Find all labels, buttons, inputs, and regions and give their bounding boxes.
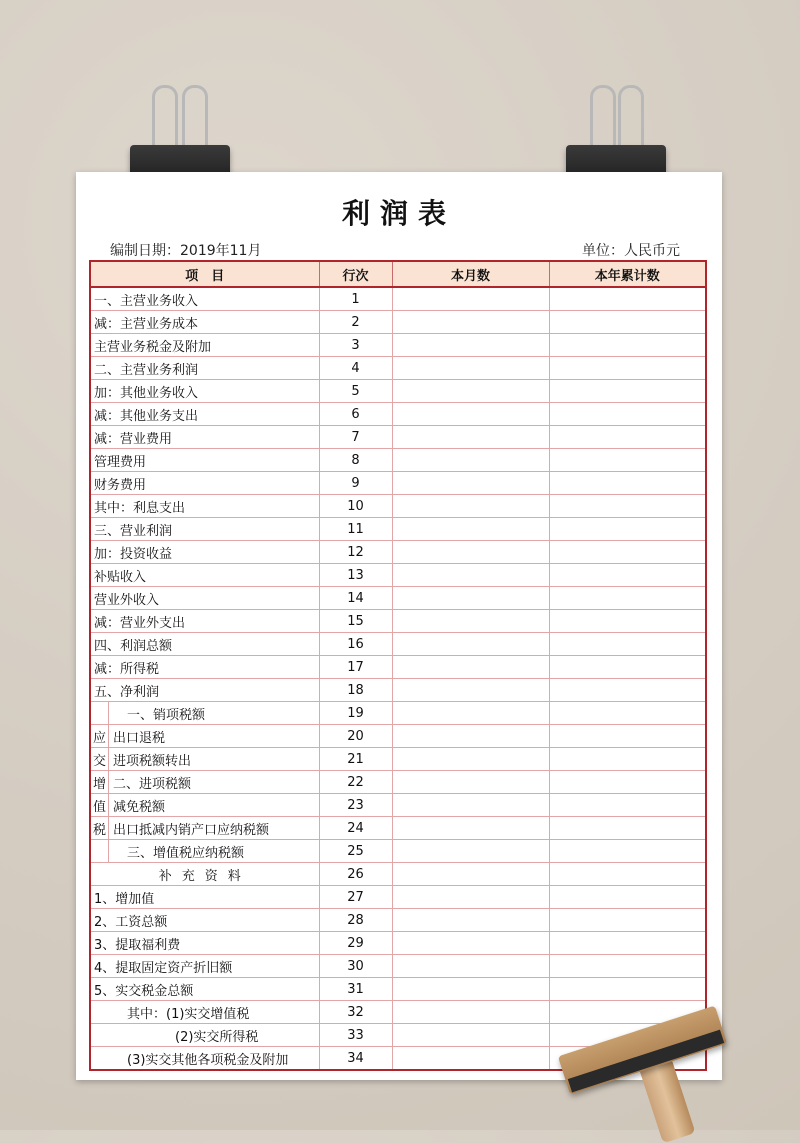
month-value-cell[interactable]: [392, 771, 549, 794]
ytd-value-cell[interactable]: [549, 978, 706, 1001]
row-item: 5、实交税金总额: [90, 978, 319, 1001]
row-item: 加：其他业务收入: [90, 380, 319, 403]
table-row: [90, 725, 706, 748]
table-row: [90, 495, 706, 518]
row-item: 减：营业费用: [90, 426, 319, 449]
ytd-value-cell[interactable]: [549, 311, 706, 334]
vat-item-label: 二、进项税额: [113, 776, 192, 792]
header-ytd: 本年累计数: [549, 261, 706, 287]
income-statement-table: [89, 260, 707, 1071]
ytd-value-cell[interactable]: [549, 495, 706, 518]
row-item: 补充资料: [90, 863, 319, 886]
ytd-value-cell[interactable]: [549, 334, 706, 357]
row-line: 20: [319, 725, 392, 748]
row-item: [90, 702, 319, 725]
row-item: [90, 794, 319, 817]
row-item: 财务费用: [90, 472, 319, 495]
row-line: 14: [319, 587, 392, 610]
table-row: [90, 817, 706, 840]
ytd-value-cell[interactable]: [549, 357, 706, 380]
ytd-value-cell[interactable]: [549, 449, 706, 472]
month-value-cell[interactable]: [392, 886, 549, 909]
row-item: 其中：利息支出: [90, 495, 319, 518]
vat-side-label: [91, 702, 109, 724]
row-line: 15: [319, 610, 392, 633]
ytd-value-cell[interactable]: [549, 287, 706, 311]
month-value-cell[interactable]: [392, 564, 549, 587]
row-line: 29: [319, 932, 392, 955]
month-value-cell[interactable]: [392, 403, 549, 426]
month-value-cell[interactable]: [392, 518, 549, 541]
month-value-cell[interactable]: [392, 863, 549, 886]
ytd-value-cell[interactable]: [549, 886, 706, 909]
row-item: 主营业务税金及附加: [90, 334, 319, 357]
ytd-value-cell[interactable]: [549, 426, 706, 449]
row-line: 22: [319, 771, 392, 794]
ytd-value-cell[interactable]: [549, 380, 706, 403]
table-row: [90, 863, 706, 886]
table-row: [90, 541, 706, 564]
vat-side-label: 增: [91, 771, 109, 793]
row-item: 减：所得税: [90, 656, 319, 679]
ytd-value-cell[interactable]: [549, 587, 706, 610]
month-value-cell[interactable]: [392, 541, 549, 564]
vat-side-label: 应: [91, 725, 109, 747]
month-value-cell[interactable]: [392, 932, 549, 955]
ytd-value-cell[interactable]: [549, 518, 706, 541]
row-line: 4: [319, 357, 392, 380]
row-item: 减：其他业务支出: [90, 403, 319, 426]
vat-side-label: 税: [91, 817, 109, 839]
table-row: [90, 287, 706, 311]
row-line: 9: [319, 472, 392, 495]
row-item: 二、主营业务利润: [90, 357, 319, 380]
row-item: 1、增加值: [90, 886, 319, 909]
table-row: [90, 955, 706, 978]
row-line: 26: [319, 863, 392, 886]
ytd-value-cell[interactable]: [549, 771, 706, 794]
row-line: 3: [319, 334, 392, 357]
ytd-value-cell[interactable]: [549, 472, 706, 495]
row-line: 24: [319, 817, 392, 840]
table-row: [90, 702, 706, 725]
vat-item-label: 出口退税: [113, 730, 166, 746]
month-value-cell[interactable]: [392, 725, 549, 748]
table-row: [90, 886, 706, 909]
date-label: 编制日期：2019年11月: [110, 243, 262, 259]
month-value-cell[interactable]: [392, 311, 549, 334]
row-line: 1: [319, 287, 392, 311]
ytd-value-cell[interactable]: [549, 679, 706, 702]
table-row: [90, 748, 706, 771]
row-item: [90, 725, 319, 748]
month-value-cell[interactable]: [392, 1047, 549, 1071]
table-row: [90, 403, 706, 426]
unit-label: 单位：人民币元: [582, 243, 680, 259]
row-item: 其中：(1)实交增值税: [90, 1001, 319, 1024]
row-line: 10: [319, 495, 392, 518]
ytd-value-cell[interactable]: [549, 633, 706, 656]
ytd-value-cell[interactable]: [549, 909, 706, 932]
month-value-cell[interactable]: [392, 426, 549, 449]
vat-item-label: 减免税额: [113, 799, 166, 815]
ytd-value-cell[interactable]: [549, 610, 706, 633]
vat-item-label: 出口抵减内销产口应纳税额: [113, 822, 270, 838]
table-row: [90, 518, 706, 541]
ytd-value-cell[interactable]: [549, 794, 706, 817]
ytd-value-cell[interactable]: [549, 656, 706, 679]
row-line: 31: [319, 978, 392, 1001]
ytd-value-cell[interactable]: [549, 748, 706, 771]
row-item: 2、工资总额: [90, 909, 319, 932]
month-value-cell[interactable]: [392, 702, 549, 725]
row-item: [90, 771, 319, 794]
table-row: [90, 978, 706, 1001]
ytd-value-cell[interactable]: [549, 403, 706, 426]
row-line: 6: [319, 403, 392, 426]
month-value-cell[interactable]: [392, 449, 549, 472]
vat-side-label: 交: [91, 748, 109, 770]
table-row: [90, 426, 706, 449]
table-row: [90, 932, 706, 955]
row-line: 12: [319, 541, 392, 564]
table-row: [90, 472, 706, 495]
row-line: 25: [319, 840, 392, 863]
vat-item-label: 一、销项税额: [127, 707, 206, 723]
vat-side-label: 值: [91, 794, 109, 816]
table-row: [90, 380, 706, 403]
row-item: 减：营业外支出: [90, 610, 319, 633]
month-value-cell[interactable]: [392, 357, 549, 380]
vat-item-label: 进项税额转出: [113, 753, 192, 769]
table-row: [90, 909, 706, 932]
row-item: 加：投资收益: [90, 541, 319, 564]
row-line: 13: [319, 564, 392, 587]
row-line: 30: [319, 955, 392, 978]
table-row: [90, 840, 706, 863]
table-row: [90, 633, 706, 656]
month-value-cell[interactable]: [392, 794, 549, 817]
row-item: 一、主营业务收入: [90, 287, 319, 311]
wooden-stamp: [560, 1010, 730, 1130]
month-value-cell[interactable]: [392, 472, 549, 495]
month-value-cell[interactable]: [392, 656, 549, 679]
page-title: 利润表: [341, 197, 456, 230]
row-line: 16: [319, 633, 392, 656]
ytd-value-cell[interactable]: [549, 541, 706, 564]
month-value-cell[interactable]: [392, 380, 549, 403]
row-item: [90, 748, 319, 771]
row-item: 五、净利润: [90, 679, 319, 702]
row-item: [90, 817, 319, 840]
month-value-cell[interactable]: [392, 978, 549, 1001]
row-line: 5: [319, 380, 392, 403]
row-line: 34: [319, 1047, 392, 1071]
row-item: 管理费用: [90, 449, 319, 472]
row-line: 28: [319, 909, 392, 932]
ytd-value-cell[interactable]: [549, 840, 706, 863]
header-item: 项 目: [90, 261, 319, 287]
month-value-cell[interactable]: [392, 334, 549, 357]
month-value-cell[interactable]: [392, 840, 549, 863]
vat-side-label: [91, 840, 109, 862]
ytd-value-cell[interactable]: [549, 817, 706, 840]
row-item: [90, 840, 319, 863]
ytd-value-cell[interactable]: [549, 955, 706, 978]
table-row: [90, 449, 706, 472]
row-line: 21: [319, 748, 392, 771]
row-item: 四、利润总额: [90, 633, 319, 656]
table-row: [90, 771, 706, 794]
row-line: 11: [319, 518, 392, 541]
row-item: 补贴收入: [90, 564, 319, 587]
row-line: 27: [319, 886, 392, 909]
row-item: (3)实交其他各项税金及附加: [90, 1047, 319, 1071]
ytd-value-cell[interactable]: [549, 932, 706, 955]
table-row: [90, 564, 706, 587]
row-line: 17: [319, 656, 392, 679]
header-month: 本月数: [392, 261, 549, 287]
month-value-cell[interactable]: [392, 587, 549, 610]
ytd-value-cell[interactable]: [549, 725, 706, 748]
month-value-cell[interactable]: [392, 955, 549, 978]
month-value-cell[interactable]: [392, 633, 549, 656]
month-value-cell[interactable]: [392, 909, 549, 932]
row-line: 23: [319, 794, 392, 817]
row-line: 18: [319, 679, 392, 702]
row-item: (2)实交所得税: [90, 1024, 319, 1047]
table-header-row: [90, 261, 706, 287]
month-value-cell[interactable]: [392, 287, 549, 311]
month-value-cell[interactable]: [392, 610, 549, 633]
table-row: [90, 794, 706, 817]
header-line: 行次: [319, 261, 392, 287]
row-item: 减：主营业务成本: [90, 311, 319, 334]
row-line: 33: [319, 1024, 392, 1047]
month-value-cell[interactable]: [392, 1024, 549, 1047]
table-row: [90, 587, 706, 610]
table-row: [90, 679, 706, 702]
row-line: 2: [319, 311, 392, 334]
row-item: 三、营业利润: [90, 518, 319, 541]
row-item: 4、提取固定资产折旧额: [90, 955, 319, 978]
table-row: [90, 357, 706, 380]
month-value-cell[interactable]: [392, 817, 549, 840]
table-row: [90, 311, 706, 334]
table-row: [90, 656, 706, 679]
table-row: [90, 334, 706, 357]
row-line: 8: [319, 449, 392, 472]
month-value-cell[interactable]: [392, 1001, 549, 1024]
row-item: 3、提取福利费: [90, 932, 319, 955]
row-item: 营业外收入: [90, 587, 319, 610]
table-row: [90, 610, 706, 633]
ytd-value-cell[interactable]: [549, 702, 706, 725]
ytd-value-cell[interactable]: [549, 564, 706, 587]
ytd-value-cell[interactable]: [549, 863, 706, 886]
month-value-cell[interactable]: [392, 679, 549, 702]
row-line: 32: [319, 1001, 392, 1024]
month-value-cell[interactable]: [392, 748, 549, 771]
row-line: 7: [319, 426, 392, 449]
paper-sheet: [76, 172, 722, 1080]
month-value-cell[interactable]: [392, 495, 549, 518]
row-line: 19: [319, 702, 392, 725]
vat-item-label: 三、增值税应纳税额: [127, 845, 245, 861]
